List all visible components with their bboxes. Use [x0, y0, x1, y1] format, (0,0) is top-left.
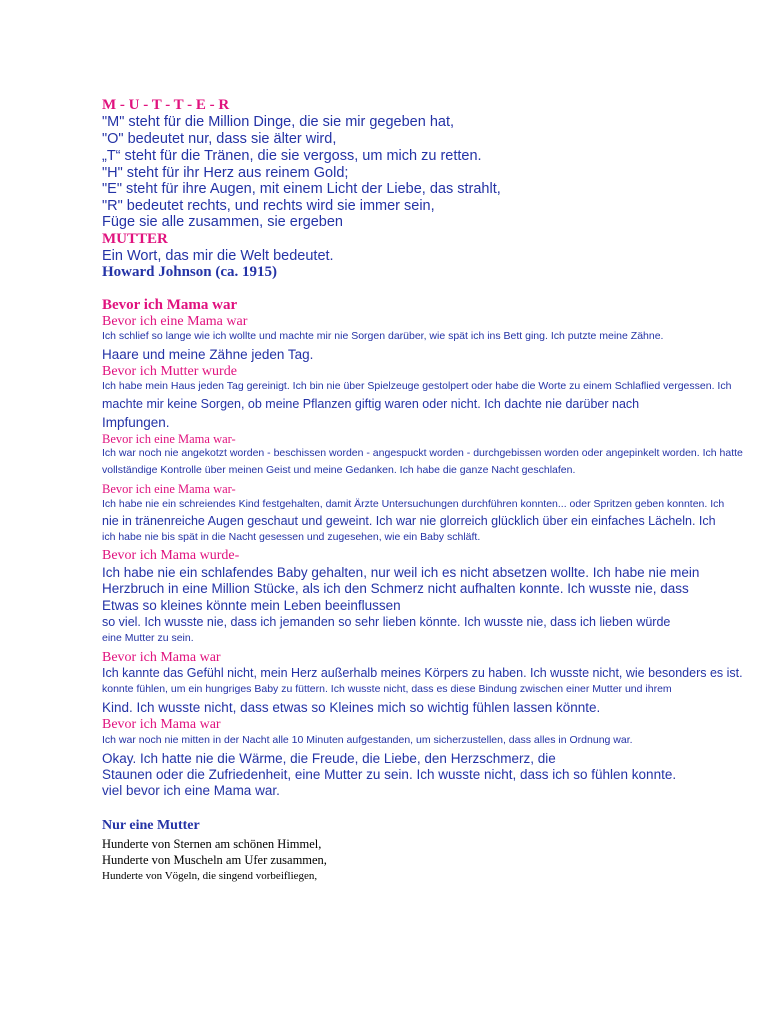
poem-mama-line: Ich habe nie ein schlafendes Baby gehalten, nur weil ich es nicht absetzen wollte. Ich habe nie mein: [102, 565, 700, 580]
poem-mama-subheading: Bevor ich eine Mama war: [102, 314, 248, 329]
poem-mama-line: viel bevor ich eine Mama war.: [102, 783, 280, 798]
poem-mutter-line: "H" steht für ihr Herz aus reinem Gold;: [102, 165, 349, 181]
poem-mama-line: Ich war noch nie angekotzt worden - beschissen worden - angespuckt worden - durchgebissen worden oder angepinkelt worden. Ich hatte: [102, 447, 743, 459]
poem-mutter-line: "M" steht für die Million Dinge, die sie mir gegeben hat,: [102, 114, 455, 130]
poem-mama-line: Ich war noch nie mitten in der Nacht alle 10 Minuten aufgestanden, um sicherzustellen, dass alles in Ordnung war.: [102, 734, 633, 746]
poem-mama-line: Staunen oder die Zufriedenheit, eine Mutter zu sein. Ich wusste nicht, dass ich so fühlen konnte.: [102, 767, 677, 782]
poem-mama-line: Haare und meine Zähne jeden Tag.: [102, 347, 314, 362]
poem-mutter-closing: Ein Wort, das mir die Welt bedeutet.: [102, 248, 334, 264]
poem-mama-line: Ich habe mein Haus jeden Tag gereinigt. Ich bin nie über Spielzeuge gestolpert oder habe die Worte zu einem Schlaflied vergessen. Ich: [102, 380, 732, 392]
poem-mutter-word: MUTTER: [102, 231, 168, 247]
poem-mama-subheading: Bevor ich eine Mama war-: [102, 482, 236, 496]
poem-mama-line: nie in tränenreiche Augen geschaut und geweint. Ich war nie glorreich glücklich über ein einfaches Lächeln. Ich: [102, 514, 716, 528]
poem-mama-line: vollständige Kontrolle über meinen Geist und meine Gedanken. Ich habe die ganze Nacht geschlafen.: [102, 464, 576, 476]
poem-mama-title: Bevor ich Mama war: [102, 297, 238, 313]
poem-mama-line: Etwas so kleines könnte mein Leben beeinflussen: [102, 598, 401, 613]
poem-mutter-author: Howard Johnson (ca. 1915): [102, 264, 278, 280]
poem-mama-subheading: Bevor ich Mutter wurde: [102, 364, 237, 379]
poem-mama-line: konnte fühlen, um ein hungriges Baby zu füttern. Ich wusste nicht, dass es diese Bindung zwischen einer Mutter und ihrem: [102, 683, 672, 695]
poem-mama-line: ich habe nie bis spät in die Nacht gesessen und zugesehen, wie ein Baby schläft.: [102, 531, 481, 543]
poem-mama-line: Impfungen.: [102, 415, 170, 430]
poem-mutter-line: "E" steht für ihre Augen, mit einem Licht der Liebe, das strahlt,: [102, 181, 501, 197]
poem-mama-line: so viel. Ich wusste nie, dass ich jemanden so sehr lieben könnte. Ich wusste nie, dass ich lieben würde: [102, 615, 671, 629]
poem-nur-title: Nur eine Mutter: [102, 818, 200, 833]
poem-nur-line: Hunderte von Vögeln, die singend vorbeifliegen,: [102, 870, 318, 882]
poem-mama-line: eine Mutter zu sein.: [102, 632, 194, 644]
poem-mutter-line: „T“ steht für die Tränen, die sie vergoss, um mich zu retten.: [102, 148, 482, 164]
poem-mama-line: Ich kannte das Gefühl nicht, mein Herz außerhalb meines Körpers zu haben. Ich wusste nicht, wie besonders es ist.: [102, 666, 743, 680]
poem-nur-line: Hunderte von Muscheln am Ufer zusammen,: [102, 853, 327, 867]
poem-mama-line: Herzbruch in eine Million Stücke, als ich den Schmerz nicht aufhalten konnte. Ich wusste nie, dass: [102, 581, 689, 596]
poem-mama-line: Ich schlief so lange wie ich wollte und machte mir nie Sorgen darüber, wie spät ich ins Bett ging. Ich putzte meine Zähne.: [102, 330, 664, 342]
poem-mutter-line: Füge sie alle zusammen, sie ergeben: [102, 214, 343, 230]
poem-mama-line: Ich habe nie ein schreiendes Kind festgehalten, damit Ärzte Untersuchungen durchführen konnten... oder Spritzen geben konnten. Ich: [102, 498, 725, 510]
poem-mama-subheading: Bevor ich eine Mama war-: [102, 432, 236, 446]
poem-nur-line: Hunderte von Sternen am schönen Himmel,: [102, 837, 322, 851]
poem-mama-line: Kind. Ich wusste nicht, dass etwas so Kleines mich so wichtig fühlen lassen könnte.: [102, 700, 601, 715]
poem-mama-subheading: Bevor ich Mama war: [102, 650, 221, 665]
poem-mama-subheading: Bevor ich Mama war: [102, 717, 221, 732]
poem-mutter-line: "R" bedeutet rechts, und rechts wird sie immer sein,: [102, 198, 435, 214]
poem-mama-subheading: Bevor ich Mama wurde-: [102, 548, 240, 563]
poem-mutter-title: M - U - T - T - E - R: [102, 97, 230, 113]
poem-mutter-line: "O" bedeutet nur, dass sie älter wird,: [102, 131, 337, 147]
poem-mama-line: machte mir keine Sorgen, ob meine Pflanzen giftig waren oder nicht. Ich dachte nie darüber nach: [102, 397, 640, 411]
poem-mama-line: Okay. Ich hatte nie die Wärme, die Freude, die Liebe, den Herzschmerz, die: [102, 751, 556, 766]
